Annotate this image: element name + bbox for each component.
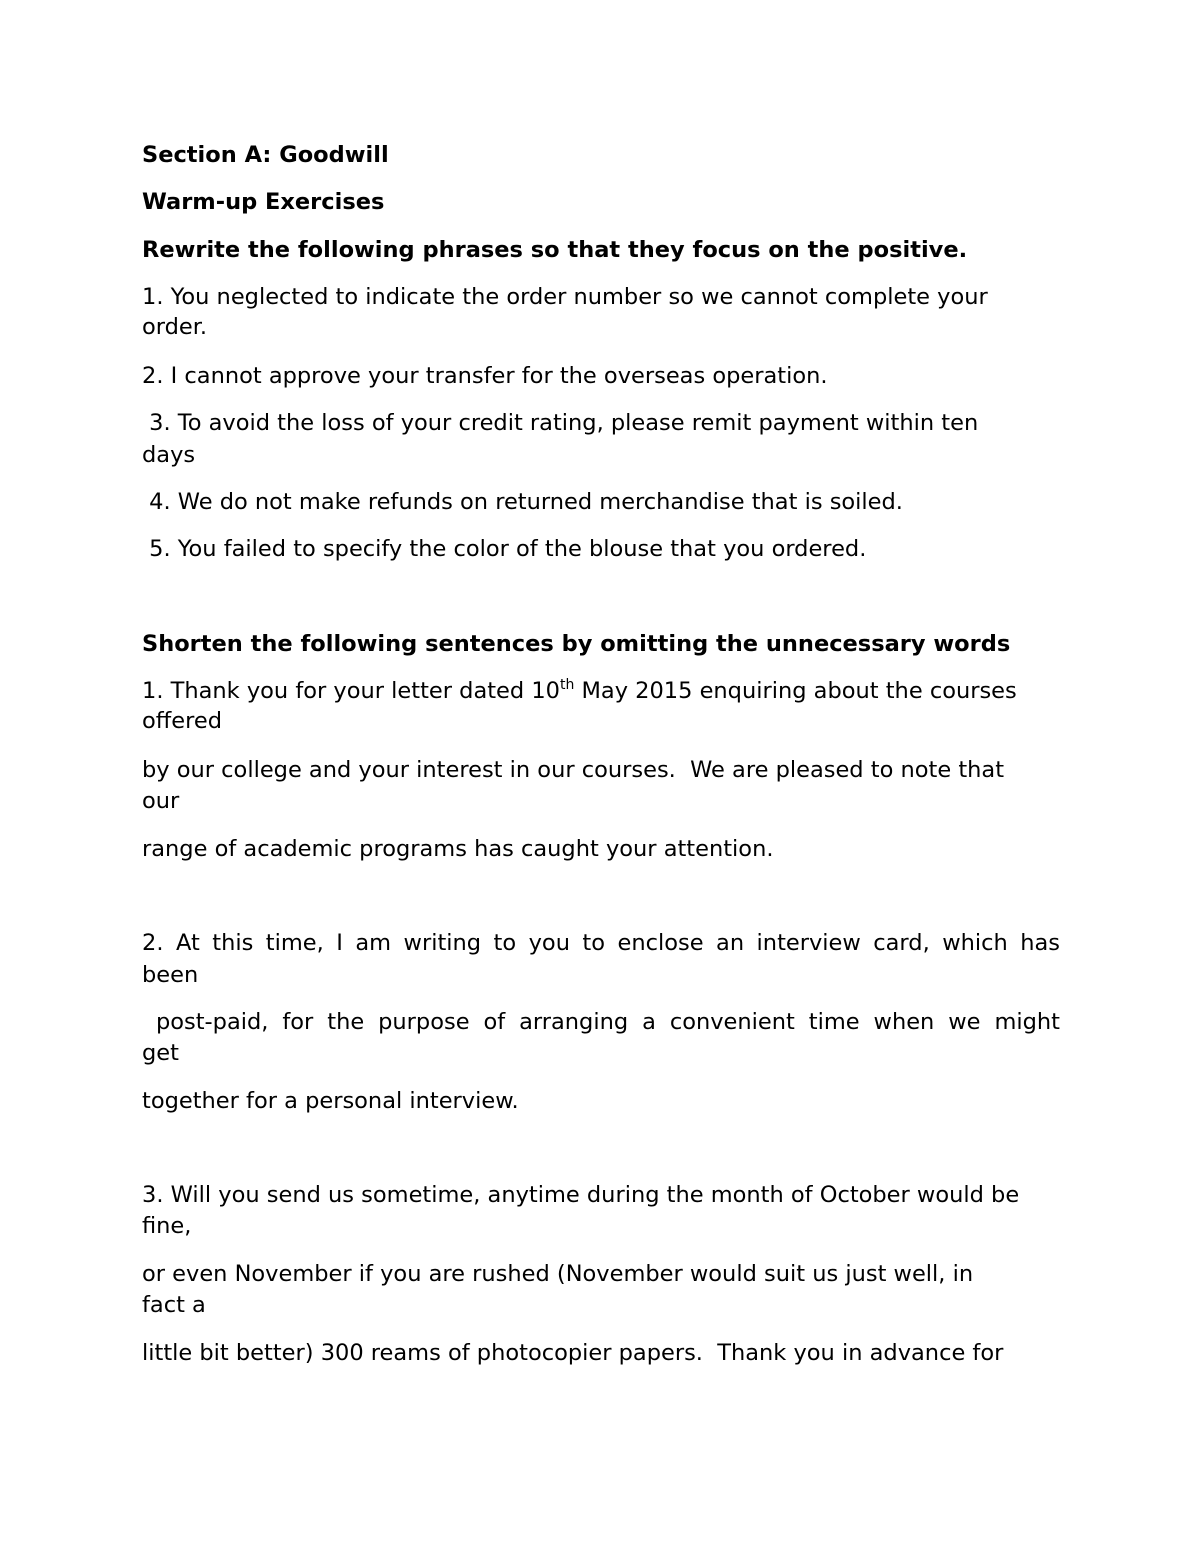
part2-s3-line1: 3. Will you send us sometime, anytime during the month of October would be [142,1182,1020,1208]
part2-s1-line1-pre: 1. Thank you for your letter dated 10 [142,678,560,704]
subtitle: Warm-up Exercises [142,189,385,215]
part2-s1-line2: offered [142,708,222,734]
part2-s3-line3: or even November if you are rushed (November would suit us just well, in [142,1261,974,1287]
part1-item-3: 3. To avoid the loss of your credit rating, please remit payment within ten [142,410,979,436]
part1-item-5: 5. You failed to specify the color of the blouse that you ordered. [142,536,867,562]
section-title: Section A: Goodwill [142,142,389,168]
part2-s1-line1-sup: th [559,677,575,693]
part1-item-3-cont: days [142,442,196,468]
part1-item-1: 1. You neglected to indicate the order number so we cannot complete your [142,284,988,310]
part1-item-1-cont: order. [142,314,208,340]
part2-s1-line1 [142,676,1072,707]
part2-s1-line5: range of academic programs has caught your attention. [142,836,774,862]
part2-s2-line3: post-paid, for the purpose of arranging a convenient time when we might [142,1009,1060,1035]
part1-item-4: 4. We do not make refunds on returned merchandise that is soiled. [142,489,903,515]
part2-s3-line5: little bit better) 300 reams of photocopier papers. Thank you in advance for [142,1340,1004,1366]
part1-instruction: Rewrite the following phrases so that they focus on the positive. [142,237,968,263]
part2-s2-line2: been [142,962,199,988]
part2-s1-line3: by our college and your interest in our courses. We are pleased to note that [142,757,1005,783]
part2-s2-line4: get [142,1040,179,1066]
part2-s3-line2: fine, [142,1213,192,1239]
part1-item-2: 2. I cannot approve your transfer for the overseas operation. [142,363,828,389]
part2-s3-line4: fact a [142,1292,206,1318]
part2-s2-line1: 2. At this time, I am writing to you to enclose an interview card, which has [142,930,1060,956]
part2-instruction: Shorten the following sentences by omitting the unnecessary words [142,631,1011,657]
part2-s1-line4: our [142,788,180,814]
part2-s1-line1-post: May 2015 enquiring about the courses [574,678,1017,704]
part2-s2-line5: together for a personal interview. [142,1088,519,1114]
